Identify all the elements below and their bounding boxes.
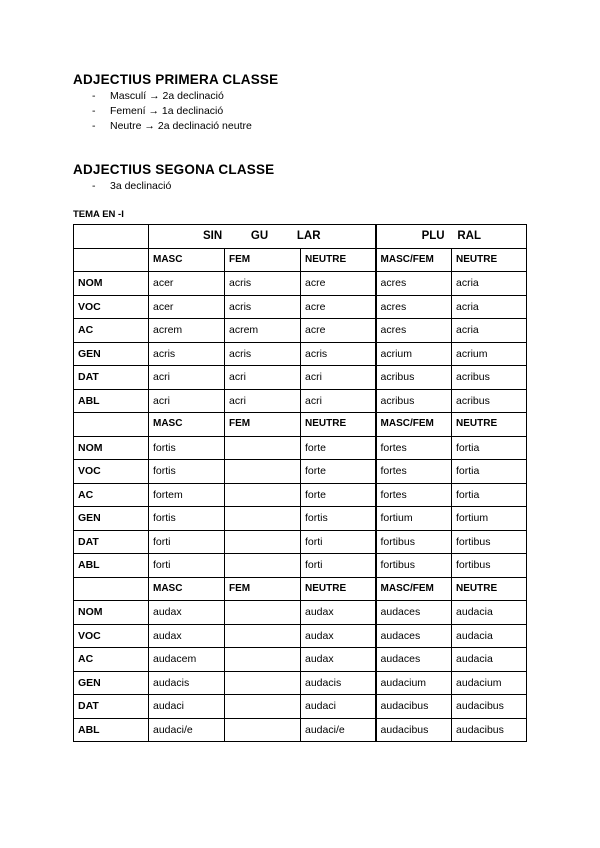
table-cell: acria: [452, 295, 527, 319]
table-cell: [225, 695, 301, 719]
table-row: [74, 554, 527, 578]
table-cell: audacibus: [452, 718, 527, 742]
dash-bullet: -: [92, 180, 96, 192]
table-cell: audacibus: [452, 695, 527, 719]
case-label: VOC: [74, 295, 149, 319]
table-cell: audacia: [452, 601, 527, 625]
table-cell: audacium: [376, 671, 452, 695]
table-cell: audaces: [376, 648, 452, 672]
case-label: NOM: [74, 601, 149, 625]
table-cell: fortis: [149, 436, 225, 460]
column-header: FEM: [225, 577, 301, 601]
table-cell: audacis: [149, 671, 225, 695]
table-cell: [225, 718, 301, 742]
table-row: [74, 460, 527, 484]
table-cell: audax: [301, 624, 376, 648]
column-header: FEM: [225, 248, 301, 272]
table-cell: audacibus: [376, 718, 452, 742]
table-cell: fortes: [376, 460, 452, 484]
table-cell: acrium: [376, 342, 452, 366]
list-primera: [92, 89, 252, 134]
table-cell: audax: [301, 601, 376, 625]
table-cell: acris: [225, 295, 301, 319]
table-cell: acris: [149, 342, 225, 366]
table-cell: acre: [301, 295, 376, 319]
table-row: [74, 530, 527, 554]
table-cell: acria: [452, 319, 527, 343]
table-cell: [225, 624, 301, 648]
table-cell: fortes: [376, 436, 452, 460]
table-cell: fortes: [376, 483, 452, 507]
table-cell: fortis: [149, 507, 225, 531]
group-header-row: [74, 248, 527, 272]
list-item-text: 3a declinació: [110, 180, 172, 192]
table-cell: acribus: [376, 389, 452, 413]
case-label: GEN: [74, 342, 149, 366]
table-cell: audaci/e: [149, 718, 225, 742]
table-row: [74, 718, 527, 742]
singular-header: SIN GU LAR: [149, 225, 376, 249]
table-row: [74, 671, 527, 695]
column-header: MASC: [149, 248, 225, 272]
table-cell: fortia: [452, 460, 527, 484]
table-row: [74, 601, 527, 625]
case-label: AC: [74, 483, 149, 507]
section-title-segona: ADJECTIUS SEGONA CLASSE: [73, 162, 275, 177]
table-cell: audacis: [301, 671, 376, 695]
table-cell: acer: [149, 295, 225, 319]
table-row: [74, 389, 527, 413]
column-header: MASC/FEM: [376, 248, 452, 272]
list-segona: [92, 179, 171, 194]
list-item: [92, 89, 252, 104]
group-header-row: [74, 413, 527, 437]
table-corner-cell: [74, 225, 149, 249]
table-cell: acri: [225, 366, 301, 390]
case-label: NOM: [74, 436, 149, 460]
dash-bullet: -: [92, 105, 96, 117]
table-row: [74, 648, 527, 672]
table-cell: forti: [301, 554, 376, 578]
table-cell: acrem: [225, 319, 301, 343]
table-cell: [225, 530, 301, 554]
table-cell: [225, 507, 301, 531]
table-cell: acribus: [376, 366, 452, 390]
column-header: MASC: [149, 413, 225, 437]
table-cell: audacem: [149, 648, 225, 672]
table-cell: acrem: [149, 319, 225, 343]
table-cell: acre: [301, 319, 376, 343]
column-header: NEUTRE: [301, 248, 376, 272]
column-header: MASC/FEM: [376, 577, 452, 601]
table-cell: fortia: [452, 483, 527, 507]
table-cell: fortibus: [452, 554, 527, 578]
table-row: [74, 342, 527, 366]
table-cell: acris: [225, 272, 301, 296]
case-label: DAT: [74, 366, 149, 390]
case-label: VOC: [74, 460, 149, 484]
table-cell: acres: [376, 319, 452, 343]
case-label: NOM: [74, 272, 149, 296]
table-cell: acres: [376, 272, 452, 296]
dash-bullet: -: [92, 90, 96, 102]
declension-table: [73, 224, 527, 742]
table-cell: forte: [301, 436, 376, 460]
table-cell: acri: [301, 366, 376, 390]
table-row: [74, 436, 527, 460]
table-cell: audaci: [149, 695, 225, 719]
column-header: MASC/FEM: [376, 413, 452, 437]
case-label: ABL: [74, 718, 149, 742]
table-cell: audaci: [301, 695, 376, 719]
table-cell: acria: [452, 272, 527, 296]
list-item: [92, 179, 171, 194]
case-label: DAT: [74, 530, 149, 554]
table-cell: audacia: [452, 624, 527, 648]
table-cell: forte: [301, 460, 376, 484]
table-cell: [225, 460, 301, 484]
table-cell: audax: [149, 624, 225, 648]
list-item-text: Femení → 1a declinació: [110, 105, 224, 117]
table-cell: fortium: [376, 507, 452, 531]
column-header: NEUTRE: [452, 248, 527, 272]
table-cell: [225, 671, 301, 695]
table-cell: acrium: [452, 342, 527, 366]
table-cell: fortibus: [452, 530, 527, 554]
case-label: AC: [74, 648, 149, 672]
table-cell: forte: [301, 483, 376, 507]
table-cell: fortis: [301, 507, 376, 531]
table-row: [74, 319, 527, 343]
table-cell: fortium: [452, 507, 527, 531]
table-cell: acer: [149, 272, 225, 296]
column-header: MASC: [149, 577, 225, 601]
table-cell: acre: [301, 272, 376, 296]
group-header-blank: [74, 577, 149, 601]
column-header: NEUTRE: [452, 413, 527, 437]
table-cell: forti: [149, 554, 225, 578]
dash-bullet: -: [92, 120, 96, 132]
list-item-text: Masculí → 2a declinació: [110, 90, 224, 102]
table-cell: audaci/e: [301, 718, 376, 742]
case-label: ABL: [74, 389, 149, 413]
table-cell: [225, 483, 301, 507]
table-cell: [225, 601, 301, 625]
plural-header: PLU RAL: [376, 225, 527, 249]
table-cell: forti: [149, 530, 225, 554]
table-cell: audacibus: [376, 695, 452, 719]
table-cell: fortem: [149, 483, 225, 507]
table-cell: fortibus: [376, 554, 452, 578]
case-label: VOC: [74, 624, 149, 648]
table-row: [74, 483, 527, 507]
table-cell: acribus: [452, 389, 527, 413]
column-header: NEUTRE: [301, 577, 376, 601]
case-label: GEN: [74, 671, 149, 695]
list-item: [92, 119, 252, 134]
table-cell: fortia: [452, 436, 527, 460]
table-cell: audaces: [376, 624, 452, 648]
case-label: DAT: [74, 695, 149, 719]
table-cell: audacia: [452, 648, 527, 672]
table-cell: fortibus: [376, 530, 452, 554]
table-row: [74, 695, 527, 719]
table-cell: acri: [149, 366, 225, 390]
section-title-primera: ADJECTIUS PRIMERA CLASSE: [73, 72, 279, 87]
table-cell: acris: [301, 342, 376, 366]
table-cell: acris: [225, 342, 301, 366]
table-cell: acri: [225, 389, 301, 413]
column-header: NEUTRE: [301, 413, 376, 437]
case-label: ABL: [74, 554, 149, 578]
group-header-row: [74, 577, 527, 601]
case-label: AC: [74, 319, 149, 343]
column-header: NEUTRE: [452, 577, 527, 601]
list-item: [92, 104, 252, 119]
table-cell: forti: [301, 530, 376, 554]
table-row: [74, 507, 527, 531]
group-header-blank: [74, 413, 149, 437]
table-cell: acri: [301, 389, 376, 413]
table-cell: audaces: [376, 601, 452, 625]
column-header: FEM: [225, 413, 301, 437]
tema-label: TEMA EN -I: [73, 209, 124, 220]
list-item-text: Neutre → 2a declinació neutre: [110, 120, 252, 132]
table-cell: audax: [301, 648, 376, 672]
table-top-header-row: [74, 225, 527, 249]
case-label: GEN: [74, 507, 149, 531]
table-row: [74, 624, 527, 648]
table-cell: [225, 648, 301, 672]
table-cell: acri: [149, 389, 225, 413]
table-row: [74, 295, 527, 319]
table-cell: audax: [149, 601, 225, 625]
table-cell: [225, 554, 301, 578]
table-cell: audacium: [452, 671, 527, 695]
group-header-blank: [74, 248, 149, 272]
table-row: [74, 272, 527, 296]
table-cell: acribus: [452, 366, 527, 390]
table-row: [74, 366, 527, 390]
table-cell: [225, 436, 301, 460]
table-cell: acres: [376, 295, 452, 319]
table-cell: fortis: [149, 460, 225, 484]
